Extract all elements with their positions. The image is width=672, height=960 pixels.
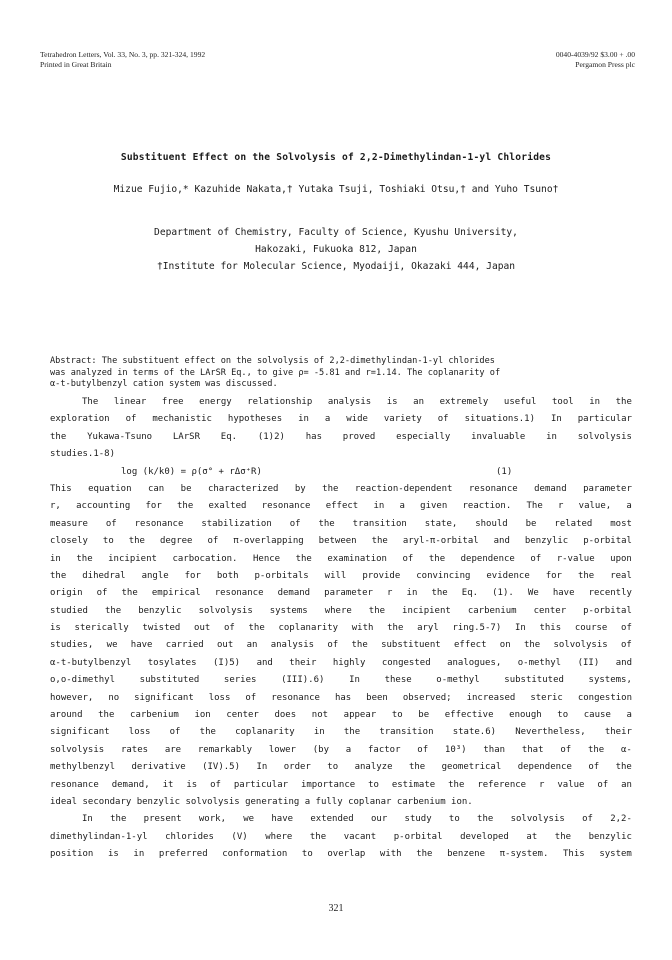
abstract-line: was analyzed in terms of the LArSR Eq., to give ρ= -5.81 and r=1.14. The coplanarity of [50,367,501,378]
article-code: 0040-4039/92 $3.00 + .00 [555,50,635,59]
body-line: studies.1-8) [50,449,116,460]
abstract-line: α-t-butylbenzyl cation system was discussed. [50,379,278,389]
body-line: The linear free energy relationship analysis is an extremely useful tool in the [82,397,632,407]
body-line: however, no significant loss of resonance has been observed; increased steric congestion [50,692,632,703]
body-line: is sterically twisted out of the coplanarity with the aryl ring.5-7) In this course of [50,623,632,634]
body-line: the dihedral angle for both p-orbitals will provide convincing evidence for the real [50,570,632,581]
body-line: This equation can be characterized by the reaction-dependent resonance demand parameter [50,483,632,494]
body-line: the Yukawa-Tsuno LArSR Eq. (1)2) has proved especially invaluable in solvolysis [50,431,632,442]
body-line: methylbenzyl derivative (IV).5) In order to analyze the geometrical dependence of the [50,762,632,773]
equation-number: (1) [496,466,513,477]
page-number: 321 [328,903,344,914]
body-line: studied the benzylic solvolysis systems where the incipient carbenium center p-orbital [50,605,632,616]
body-line: origin of the empirical resonance demand parameter r in the Eq. (1). We have recently [50,588,632,599]
affiliation-line: Department of Chemistry, Faculty of Science, Kyushu University, [154,227,518,238]
journal-header-left [40,50,205,70]
body-line: o,o-dimethyl substituted series (III).6) In these o-methyl substituted systems, [50,675,632,686]
printed-in: Printed in Great Britain [40,60,112,69]
body-line: studies, we have carried out an analysis of the substituent effect on the solvolysis of [50,640,632,651]
body-line: α-t-butylbenzyl tosylates (I)5) and their highly congested analogues, o-methyl (II) and [50,657,632,668]
equation: log (k/k0) = ρ(σ° + rΔσ⁺R) [121,466,262,477]
abstract [50,356,630,391]
paper-title: Substituent Effect on the Solvolysis of 2,2-Dimethylindan-1-yl Chlorides [120,152,552,163]
body-line: measure of resonance stabilization of the transition state, should be related most [50,518,632,529]
publisher: Pergamon Press plc [575,60,635,69]
body-line: solvolysis rates are remarkably lower (by a factor of 10³) than that of the α- [50,744,632,755]
body-line: significant loss of the coplanarity in the transition state.6) Nevertheless, their [50,727,632,738]
body-line: resonance demand, it is of particular importance to estimate the reference r value of an [50,779,632,790]
body-line: closely to the degree of π-overlapping between the aryl-π-orbital and benzylic p-orbital [50,536,632,547]
body-line: r, accounting for the exalted resonance effect in a given reaction. The r value, a [50,501,632,512]
body-text [50,394,632,864]
equation-line [50,464,632,481]
affiliations [0,224,672,275]
body-line: In the present work, we have extended our study to the solvolysis of 2,2- [82,814,632,825]
body-line: around the carbenium ion center does not appear to be effective enough to cause a [50,710,632,721]
body-line: in the incipient carbocation. Hence the examination of the dependence of r-value upon [50,553,632,564]
author-list: Mizue Fujio,* Kazuhide Nakata,† Yutaka Tsuji, Toshiaki Otsu,† and Yuho Tsuno† [113,184,559,195]
abstract-line: Abstract: The substituent effect on the solvolysis of 2,2-dimethylindan-1-yl chlorides [50,356,495,366]
journal-header-right [556,50,635,70]
body-line: ideal secondary benzylic solvolysis generating a fully coplanar carbenium ion. [50,796,473,807]
affiliation-line: Hakozaki, Fukuoka 812, Japan [255,244,417,255]
body-line: position is in preferred conformation to overlap with the benzene π-system. This system [50,849,632,860]
affiliation-line: †Institute for Molecular Science, Myodaiji, Okazaki 444, Japan [156,261,516,272]
body-line: dimethylindan-1-yl chlorides (V) where the vacant p-orbital developed at the benzylic [50,831,632,842]
journal-citation: Tetrahedron Letters, Vol. 33, No. 3, pp. 321-324, 1992 [40,50,206,59]
body-line: exploration of mechanistic hypotheses in a wide variety of situations.1) In particular [50,414,632,425]
